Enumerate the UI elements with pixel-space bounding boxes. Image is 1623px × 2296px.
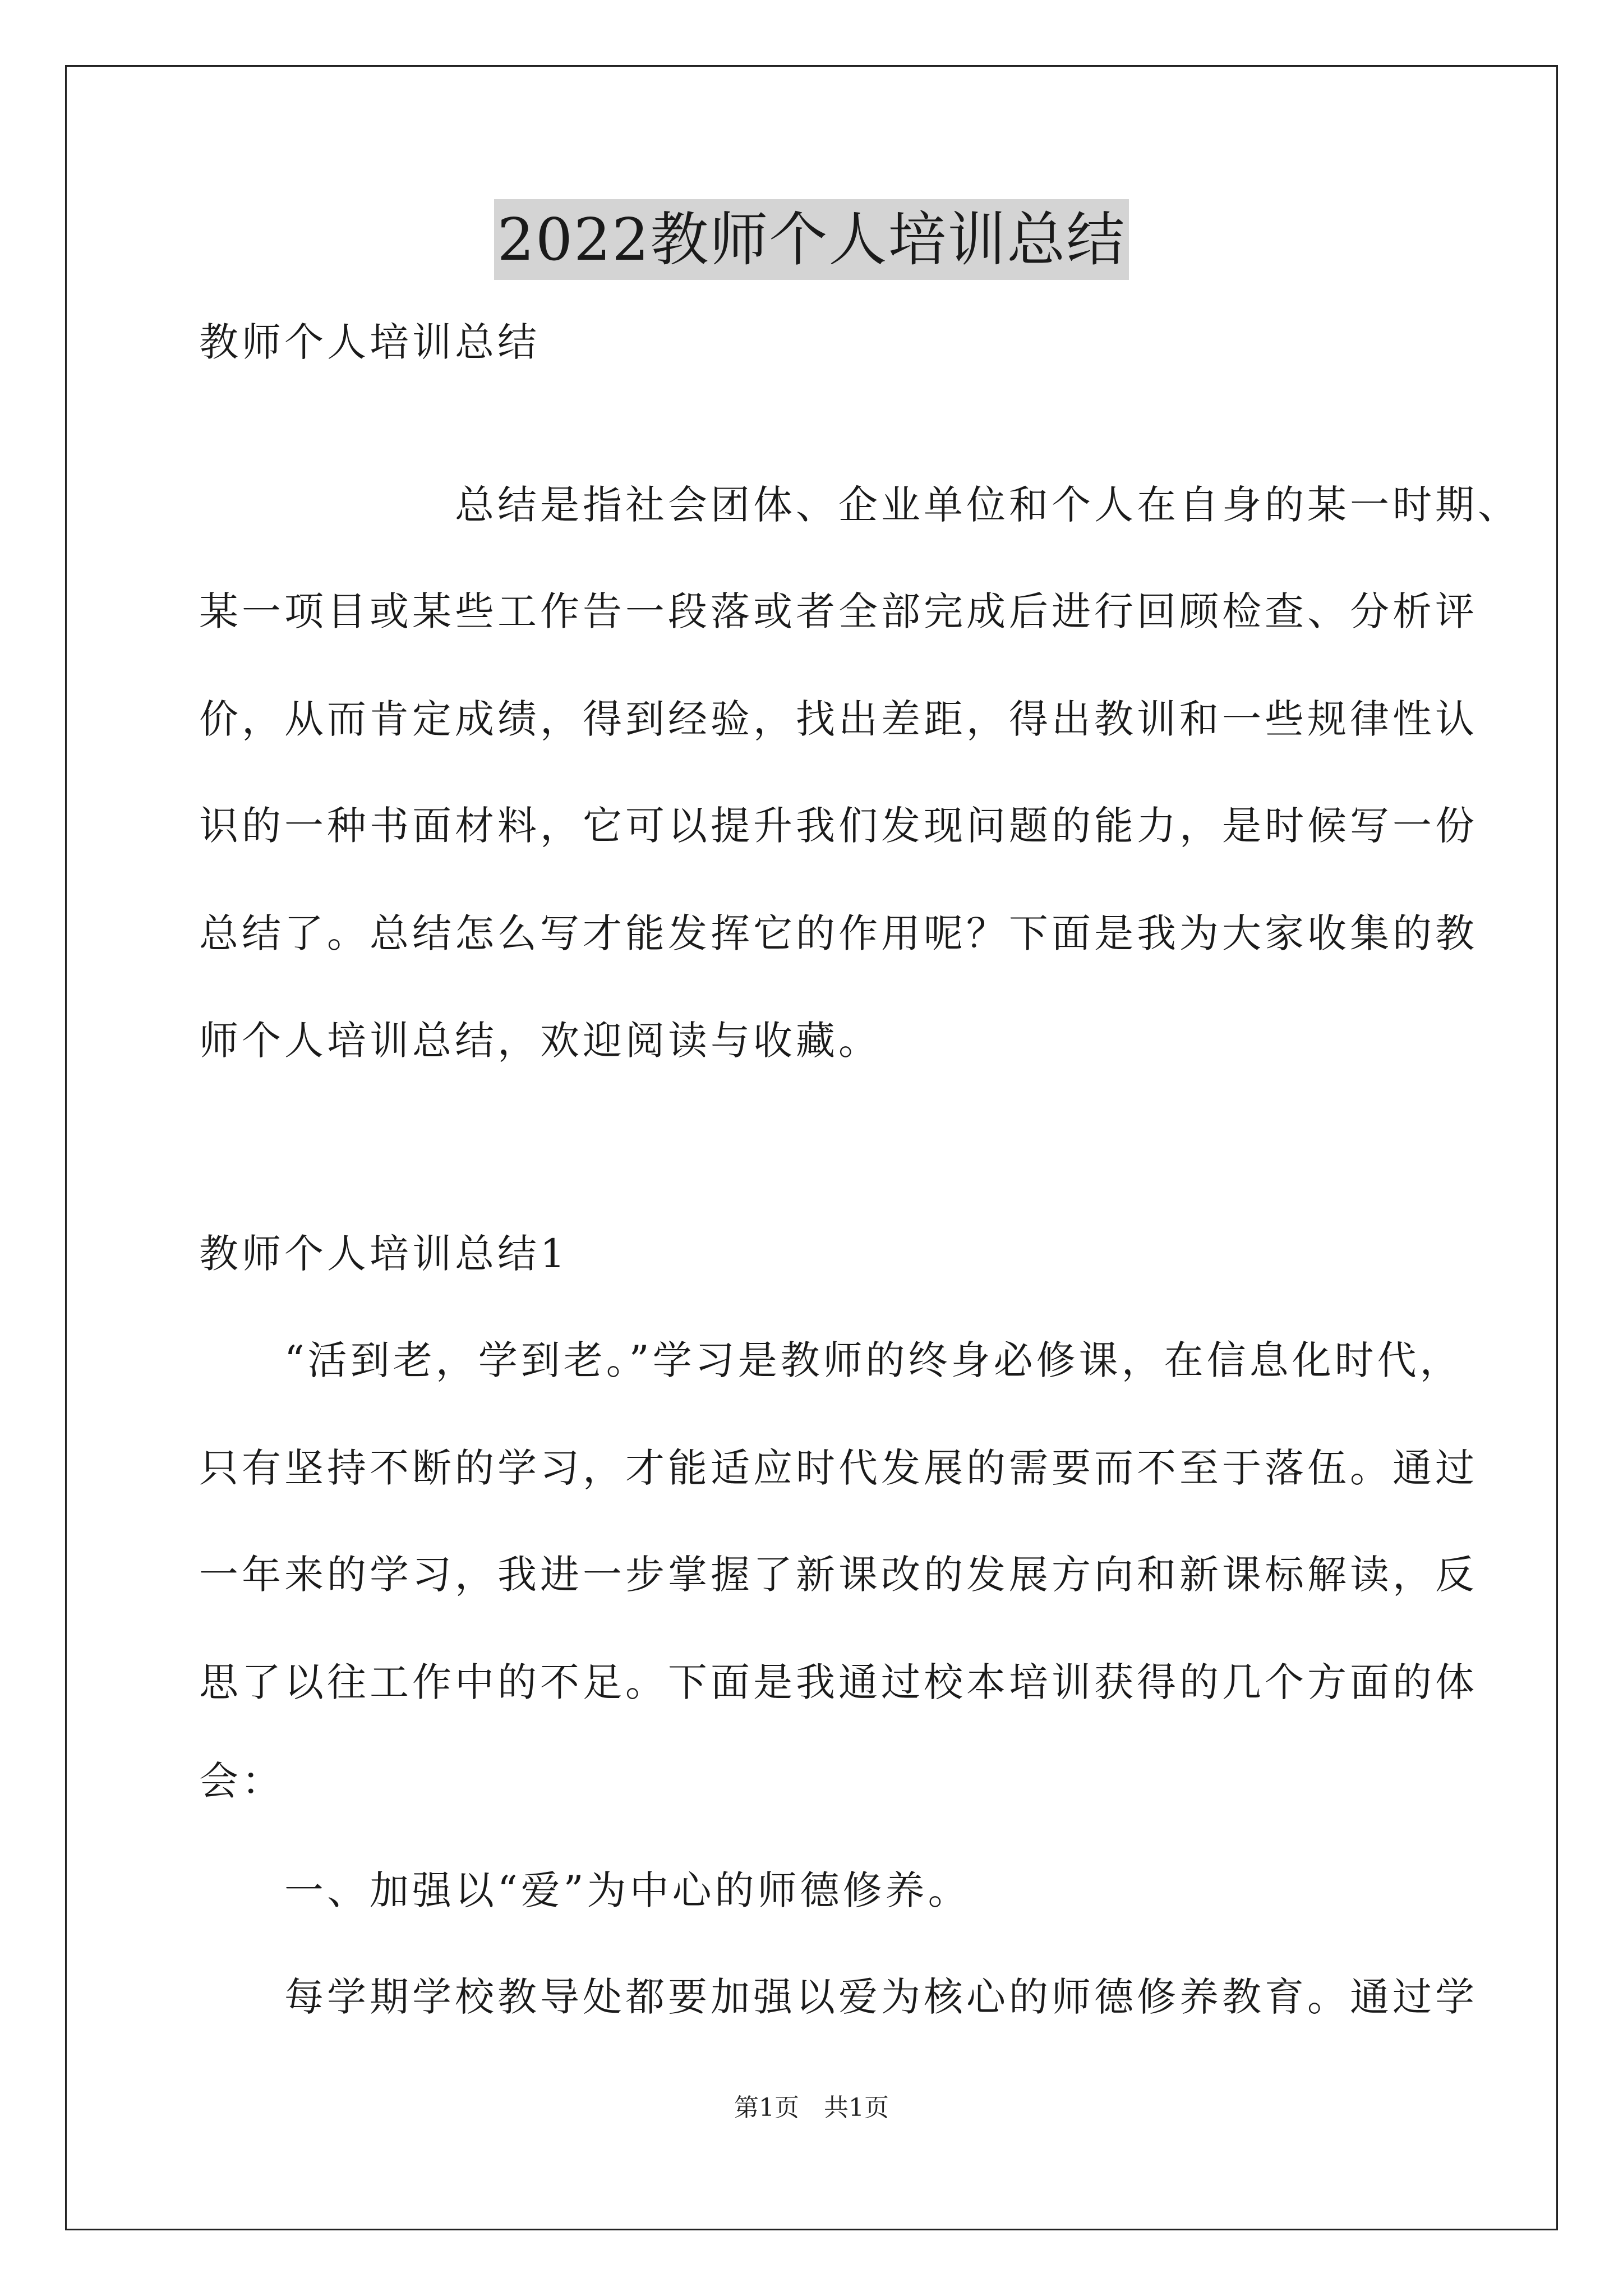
text-line: 价，从而肯定成绩，得到经验，找出差距，得出教训和一些规律性认 xyxy=(199,696,1478,742)
text-line: 思了以往工作中的不足。下面是我通过校本培训获得的几个方面的体 xyxy=(199,1659,1478,1705)
text-line: 某一项目或某些工作告一段落或者全部完成后进行回顾检查、分析评 xyxy=(199,588,1478,634)
title-container xyxy=(0,199,1623,280)
subsection-heading: 一、加强以“爱”为中心的师德修养。 xyxy=(199,1867,971,1913)
text-line: 只有坚持不断的学习，才能适应时代发展的需要而不至于落伍。通过 xyxy=(199,1445,1478,1491)
text-line: 师个人培训总结，欢迎阅读与收藏。 xyxy=(199,1018,881,1064)
text-line: “活到老，学到老。”学习是教师的终身必修课，在信息化时代， xyxy=(199,1337,1463,1383)
section-heading: 教师个人培训总结1 xyxy=(199,1231,569,1277)
text-line: 会： xyxy=(199,1758,284,1804)
text-line: 每学期学校教导处都要加强以爱为核心的师德修养教育。通过学 xyxy=(199,1974,1478,2020)
text-line: 识的一种书面材料，它可以提升我们发现问题的能力，是时候写一份 xyxy=(199,803,1478,849)
text-line: 总结了。总结怎么写才能发挥它的作用呢？下面是我为大家收集的教 xyxy=(199,910,1478,956)
document-title: 2022教师个人培训总结 xyxy=(494,199,1129,280)
page-footer: 第1页 共1页 xyxy=(734,2093,889,2122)
text-line: 总结是指社会团体、企业单位和个人在自身的某一时期、 xyxy=(199,482,1520,528)
text-line: 一年来的学习，我进一步掌握了新课改的发展方向和新课标解读，反 xyxy=(199,1552,1478,1598)
subtitle-line: 教师个人培训总结 xyxy=(199,319,540,365)
